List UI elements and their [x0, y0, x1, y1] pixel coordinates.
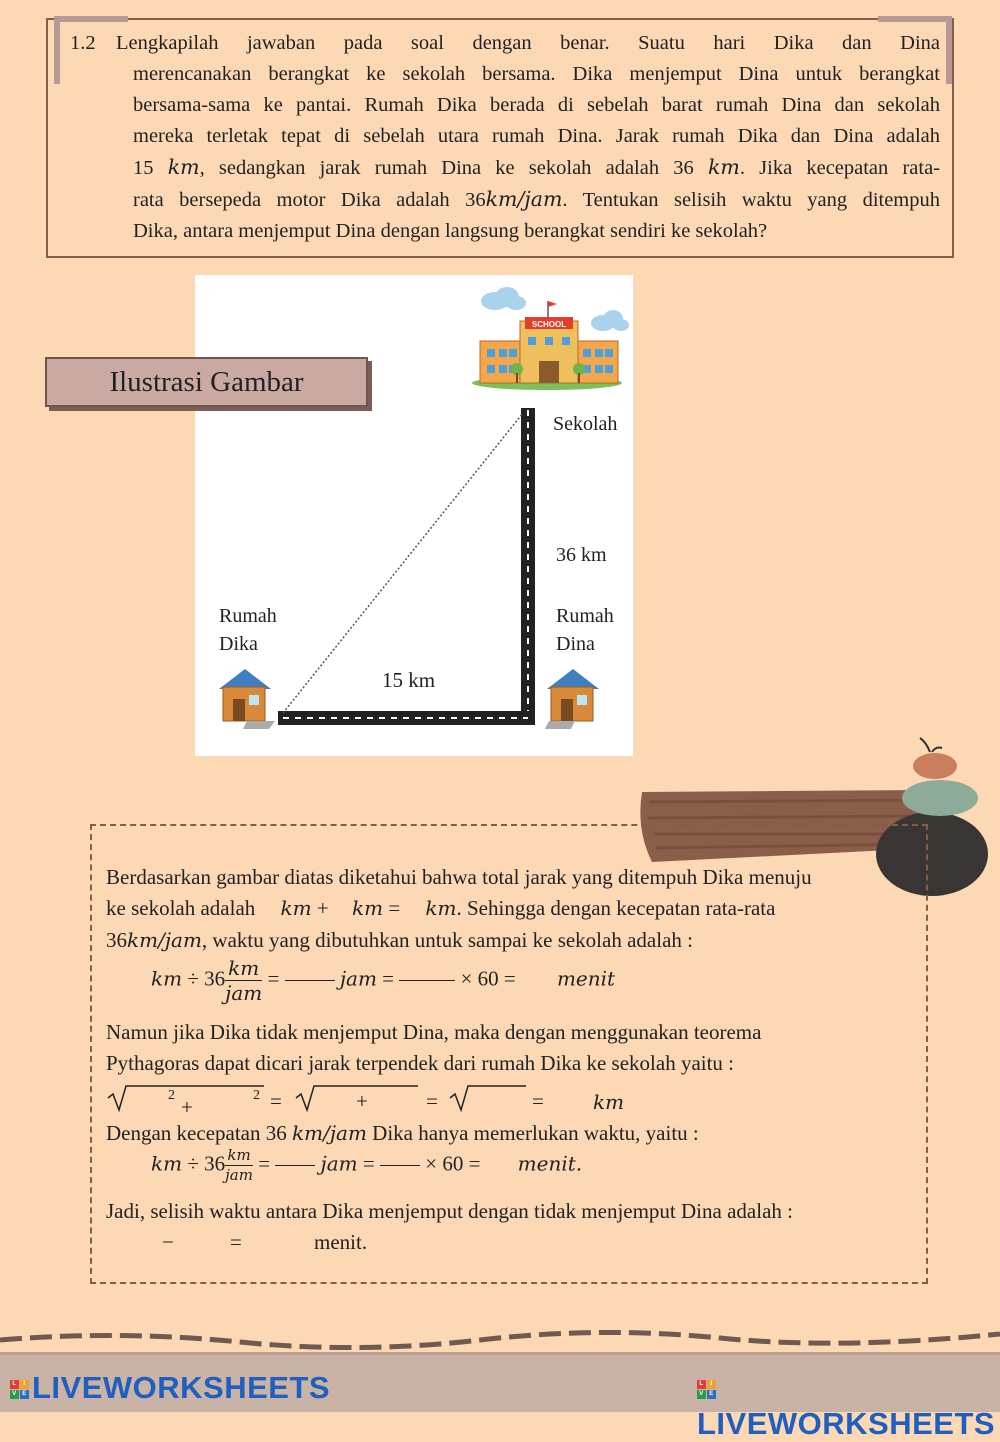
fraction-denominator: jam	[225, 1166, 253, 1184]
equals-sign: =	[362, 1151, 375, 1176]
times-60: × 60 =	[425, 1151, 481, 1176]
times-60: × 60 =	[460, 966, 516, 991]
distance-15: 15	[133, 157, 154, 179]
equals-sign: =	[267, 966, 280, 991]
label-school: Sekolah	[553, 413, 618, 435]
school-building-icon	[472, 301, 622, 390]
answer-line-7: Jadi, selisih waktu antara Dika menjemput dengan tidak menjemput Dina adalah :	[106, 1199, 793, 1223]
fraction-numerator: km	[225, 1148, 253, 1166]
unit-km: km	[151, 1151, 183, 1176]
unit-jam: jam	[320, 1151, 358, 1176]
problem-line-6-b: . Tentukan selisih waktu yang ditempuh	[562, 189, 941, 211]
divide-36: ÷ 36	[187, 966, 226, 991]
label-rumah-dika-line2: Dika	[219, 633, 258, 655]
problem-line-3: bersama-sama ke pantai. Rumah Dika berada di sebelah barat rumah Dina dan sekolah	[133, 94, 940, 116]
time-equation-2	[151, 1148, 582, 1183]
equals-sign: =	[382, 966, 394, 991]
answer-line-3	[106, 925, 693, 956]
fraction-km-jam	[225, 1148, 253, 1183]
unit-km: km	[707, 155, 740, 179]
logo-letter: I	[20, 1380, 29, 1389]
label-rumah-dika-line1: Rumah	[219, 605, 277, 627]
plus-sign: +	[316, 896, 329, 920]
square-superscript: 2	[253, 1088, 260, 1103]
unit-menit: menit.	[517, 1151, 583, 1176]
unit-km: km	[280, 896, 312, 920]
unit-km: km	[351, 896, 384, 920]
label-horizontal-distance: 15 km	[382, 668, 436, 692]
unit-speed: km/jam	[127, 928, 202, 952]
divide-36: ÷ 36	[187, 1151, 226, 1176]
fraction-numerator: km	[225, 958, 262, 981]
unit-jam: jam	[339, 966, 377, 991]
problem-line-2: merencanakan berangkat ke sekolah bersama. Dika menjemput Dina untuk berangkat	[133, 63, 940, 85]
logo-letter: I	[707, 1380, 716, 1389]
blank-fraction	[399, 980, 455, 981]
equals-sign: =	[388, 896, 401, 920]
unit-menit: menit	[556, 966, 616, 991]
pythagoras-equation	[106, 1080, 806, 1120]
equals-sign: =	[270, 1089, 282, 1113]
problem-line-7: Dika, antara menjemput Dina dengan langsung berangkat sendiri ke sekolah?	[133, 220, 768, 242]
answer-line-6	[106, 1118, 699, 1149]
fraction-denominator: jam	[225, 981, 263, 1005]
brand-text: LIVEWORKSHEETS	[697, 1406, 996, 1441]
house-icon-dina	[545, 669, 599, 729]
logo-letter: E	[20, 1390, 29, 1399]
blank-fraction	[275, 1165, 315, 1166]
answer-line-3-text: , waktu yang dibutuhkan untuk sampai ke sekolah adalah :	[201, 928, 693, 952]
label-rumah-dina-line2: Dina	[556, 633, 595, 655]
logo-letter: L	[697, 1380, 706, 1389]
label-rumah-dina-line1: Rumah	[556, 605, 614, 627]
problem-line-5-c: . Jika kecepatan rata-	[739, 157, 941, 179]
time-equation-1	[151, 958, 615, 1003]
problem-line-6	[133, 184, 940, 216]
plus-sign: +	[181, 1095, 193, 1119]
problem-line-6-a: rata bersepeda motor Dika adalah 36	[133, 189, 486, 211]
plus-sign: +	[356, 1089, 368, 1113]
equals-sign: =	[258, 1151, 271, 1176]
problem-line-5	[133, 152, 940, 184]
road-vertical	[521, 408, 535, 720]
unit-speed: km/jam	[485, 187, 563, 211]
logo-letter: L	[10, 1380, 19, 1389]
school-sign: SCHOOL	[531, 320, 567, 329]
equals-sign: =	[532, 1089, 544, 1113]
problem-line-1: Lengkapilah jawaban pada soal dengan benar. Suatu hari Dika dan Dina	[116, 32, 940, 54]
blank-fraction	[285, 980, 335, 981]
unit-km: km	[151, 966, 183, 991]
problem-number: 1.2	[70, 32, 96, 54]
equals-sign: =	[230, 1230, 242, 1254]
answer-line-6-b: Dika hanya memerlukan waktu, yaitu :	[372, 1121, 699, 1145]
road-horizontal	[278, 711, 535, 725]
liveworksheets-icon	[697, 1380, 716, 1399]
problem-line-5-b: , sedangkan jarak rumah Dina ke sekolah adalah 36	[199, 157, 694, 179]
fraction-km-jam	[225, 958, 262, 1003]
label-vertical-distance: 36 km	[556, 544, 607, 566]
unit-km: km	[425, 896, 457, 920]
label-rumah-dika	[219, 602, 277, 658]
speed-number: 36	[106, 928, 127, 952]
liveworksheets-icon	[10, 1380, 29, 1399]
logo-letter: E	[707, 1390, 716, 1399]
house-icon-dika	[219, 669, 275, 729]
unit-km: km	[167, 155, 200, 179]
problem-line-4: mereka terletak tepat di sebelah utara rumah Dina. Jarak rumah Dika dan Dina adalah	[133, 125, 940, 147]
cloud-icon	[481, 287, 526, 310]
unit-menit: menit.	[314, 1230, 368, 1254]
square-superscript: 2	[168, 1088, 175, 1103]
answer-line-6-a: Dengan kecepatan 36	[106, 1121, 287, 1145]
logo-letter: V	[697, 1390, 706, 1399]
answer-line-2-tail: . Sehingga dengan kecepatan rata-rata	[456, 896, 776, 920]
answer-line-2	[106, 893, 775, 924]
answer-line-5: Pythagoras dapat dicari jarak terpendek dari rumah Dika ke sekolah yaitu :	[106, 1051, 735, 1075]
liveworksheets-logo-left[interactable]	[10, 1370, 330, 1406]
blank-fraction	[380, 1165, 420, 1166]
answer-line-2-text: ke sekolah adalah	[106, 896, 256, 920]
equals-sign: =	[426, 1089, 438, 1113]
minus-sign: −	[162, 1230, 174, 1254]
unit-km: km	[593, 1090, 625, 1114]
final-difference	[106, 1227, 506, 1258]
orange-stone	[913, 753, 957, 779]
label-rumah-dina	[556, 602, 614, 658]
problem-text	[133, 59, 940, 247]
illustration-title: Ilustrasi Gambar	[45, 357, 368, 407]
cloud-icon	[591, 310, 629, 331]
green-stone	[902, 780, 978, 816]
brand-text: LIVEWORKSHEETS	[32, 1370, 331, 1405]
answer-line-1: Berdasarkan gambar diatas diketahui bahwa total jarak yang ditempuh Dika menuju	[106, 865, 812, 889]
unit-speed: km/jam	[292, 1121, 367, 1145]
logo-letter: V	[10, 1390, 19, 1399]
answer-line-4: Namun jika Dika tidak menjemput Dina, maka dengan menggunakan teorema	[106, 1020, 762, 1044]
liveworksheets-logo-right[interactable]	[697, 1370, 1000, 1442]
radical-signs	[106, 1080, 806, 1120]
